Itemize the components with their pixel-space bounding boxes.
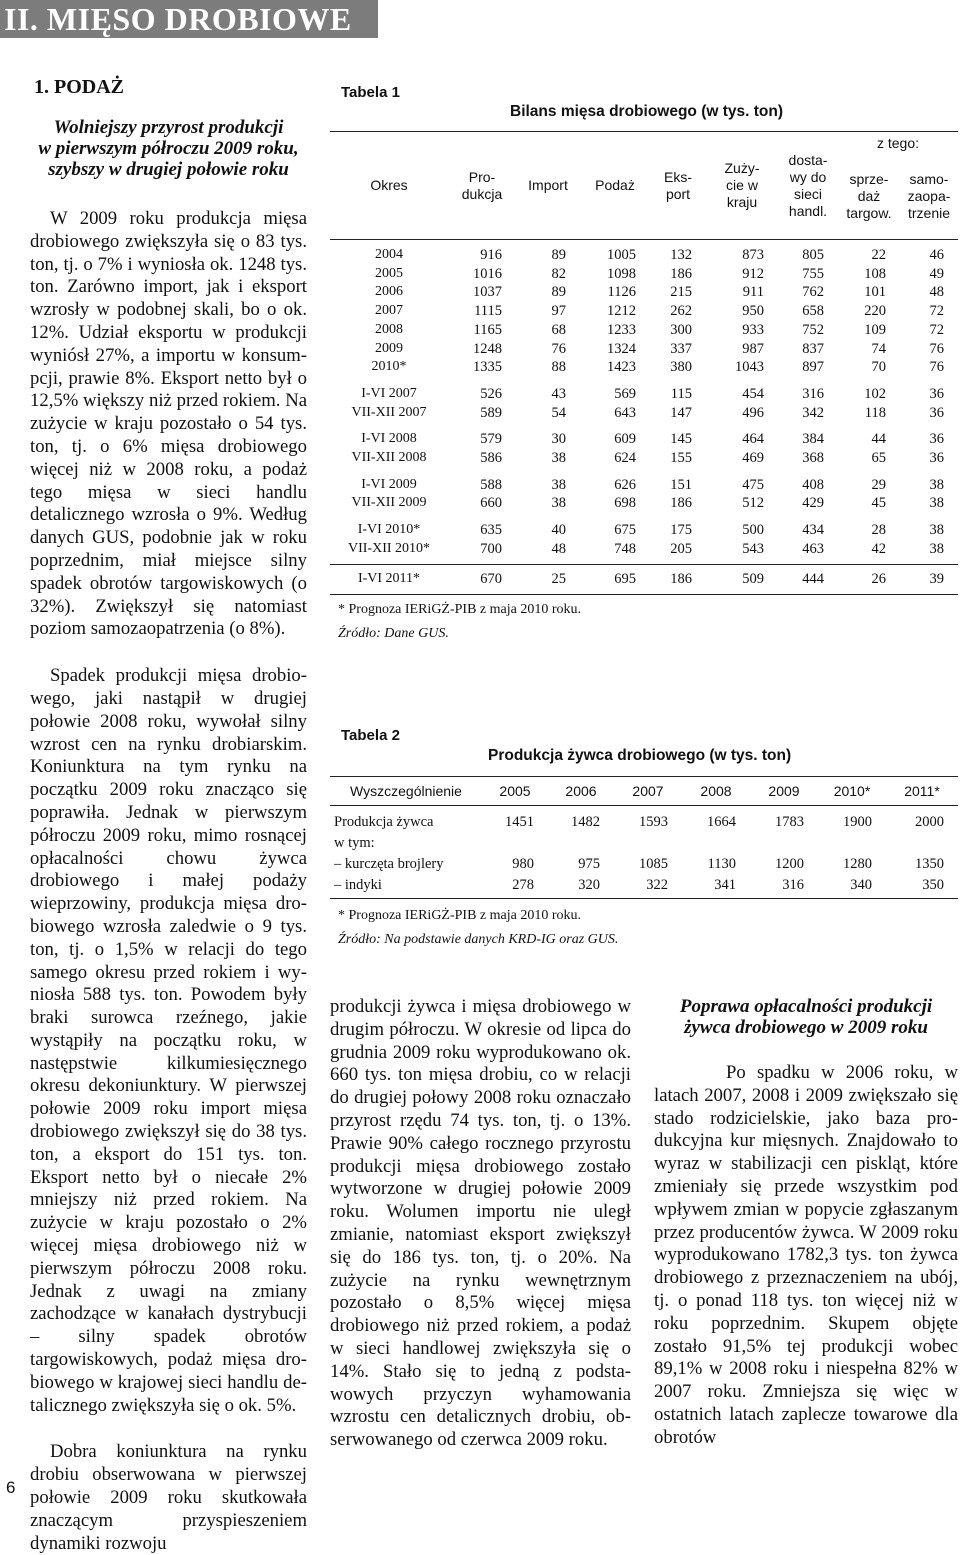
cell-podaz: 1005 xyxy=(607,247,636,263)
cell-samo: 36 xyxy=(929,404,944,421)
cell-import: 82 xyxy=(551,265,566,282)
cell-zuzycie: 1043 xyxy=(735,359,764,376)
cell-okres: 2005 xyxy=(375,265,403,281)
cell-dostawy: 434 xyxy=(802,522,824,539)
cell-podaz: 569 xyxy=(614,385,636,402)
cell-dostawy: 444 xyxy=(778,565,838,595)
cell-import: 54 xyxy=(551,404,566,421)
cell-dostawy: 408 xyxy=(802,476,824,493)
cell-okres: I-VI 2009 xyxy=(361,476,417,492)
cell-dostawy: 752 xyxy=(802,321,824,338)
cell-value: 322 xyxy=(614,875,682,899)
row-label: – indyki xyxy=(330,875,482,899)
table2-caption: Tabela 2 xyxy=(341,727,400,744)
cell-sprzedaz: 101 xyxy=(864,284,886,301)
cell-zuzycie: 475 xyxy=(742,476,764,493)
cell-value: 1482 xyxy=(571,814,600,830)
cell-produkcja: 635 xyxy=(480,522,502,539)
table-row xyxy=(330,404,958,423)
cell-value: 1451 xyxy=(505,814,534,830)
column-middle xyxy=(330,996,631,1452)
cell-zuzycie: 933 xyxy=(742,321,764,338)
header-year: 2011* xyxy=(886,777,958,806)
row-label: Produkcja żywca xyxy=(334,814,434,830)
cell-sprzedaz: 65 xyxy=(871,450,886,467)
header-eksport: Eks- port xyxy=(650,132,706,240)
paragraph: W 2009 roku produkcja mięsa drobiowego zwiększyła się o 83 tys. ton, tj. o 7% i wyniosła ok. 1248 tys. ton. Zarówno import, jak i eksport wzrosły w podobnej skali, bo o ok. 12%. Udział eksportu w produkcji wyniósł 27%, a importu w konsumpcji, prawie 8%. Eksport netto był o 12,5% większy niż przed rokiem. Na zużycie w kraju pozostało o 54 tys. ton, tj. o 6% mięsa drobiowego więcej niż w 2008 roku, a podaż tego mięsa w sieci handlu detalicznego wzrosła o 9%. Według danych GUS, podobnie jak w roku poprzednim, miał miejsce silny spadek obrotów targowiskowych (o 32%). Zwiększył się natomiast poziom samozaopatrzenia (o 8%). xyxy=(30,208,307,640)
table-row xyxy=(330,875,958,899)
cell-sprzedaz: 74 xyxy=(871,340,886,357)
header-z-tego: z tego: xyxy=(838,132,958,154)
cell-eksport: 380 xyxy=(670,359,692,376)
cell-import: 43 xyxy=(551,385,566,402)
cell-produkcja: 1037 xyxy=(473,284,502,301)
cell-okres: 2004 xyxy=(375,247,403,262)
cell-value: 340 xyxy=(818,875,886,899)
cell-okres: 2008 xyxy=(375,321,403,337)
cell-sprzedaz: 220 xyxy=(864,303,886,320)
header-year: 2005 xyxy=(482,777,548,806)
paragraph: Dobra koniunktura na rynku drobiu obserwowana w pierwszej połowie 2009 roku skutkowała znaczącym przyspieszeniem dynamiki rozwoju xyxy=(30,1441,307,1554)
chapter-header xyxy=(0,0,378,38)
cell-podaz: 1324 xyxy=(607,340,636,357)
cell-samo: 49 xyxy=(929,265,944,282)
cell-okres: I-VI 2011* xyxy=(330,565,448,595)
subsection-heading-line: Poprawa opłacalności produkcji xyxy=(679,996,933,1017)
table1-caption: Tabela 1 xyxy=(341,84,400,101)
cell-value xyxy=(614,833,682,854)
cell-value: 1593 xyxy=(639,814,668,830)
cell-dostawy: 342 xyxy=(802,404,824,421)
cell-sprzedaz: 109 xyxy=(864,321,886,338)
cell-import: 38 xyxy=(551,450,566,467)
lead-heading xyxy=(30,117,307,180)
cell-import: 68 xyxy=(551,321,566,338)
cell-zuzycie: 464 xyxy=(742,431,764,448)
cell-value: 1200 xyxy=(775,856,804,872)
cell-import: 76 xyxy=(551,340,566,357)
table2-note: * Prognoza IERiGŻ-PIB z maja 2010 roku. xyxy=(338,908,582,923)
cell-okres: VII-XII 2008 xyxy=(351,450,427,466)
table1 xyxy=(330,131,958,595)
table-row xyxy=(330,321,958,340)
cell-produkcja: 1016 xyxy=(473,265,502,282)
cell-sprzedaz: 45 xyxy=(871,495,886,512)
cell-produkcja: 1248 xyxy=(473,340,502,357)
cell-eksport: 205 xyxy=(670,540,692,557)
cell-podaz: 695 xyxy=(580,565,650,595)
cell-eksport: 186 xyxy=(670,495,692,512)
cell-value: 1280 xyxy=(843,856,872,872)
cell-podaz: 1233 xyxy=(607,321,636,338)
cell-value: 1900 xyxy=(843,814,872,830)
cell-produkcja: 700 xyxy=(480,540,502,557)
table1-note: * Prognoza IERiGŻ-PIB z maja 2010 roku. xyxy=(338,602,582,617)
cell-okres: I-VI 2008 xyxy=(361,431,417,447)
cell-import: 40 xyxy=(551,522,566,539)
cell-dostawy: 368 xyxy=(802,450,824,467)
lead-line: Wolniejszy przyrost produkcji xyxy=(53,117,284,138)
table-row xyxy=(330,340,958,359)
cell-produkcja: 589 xyxy=(480,404,502,421)
cell-produkcja: 660 xyxy=(480,495,502,512)
cell-produkcja: 526 xyxy=(480,385,502,402)
table-row xyxy=(330,806,958,834)
cell-zuzycie: 873 xyxy=(742,247,764,263)
cell-produkcja: 579 xyxy=(480,431,502,448)
cell-podaz: 624 xyxy=(614,450,636,467)
section-heading: 1. PODAŻ xyxy=(34,76,124,98)
table-row xyxy=(330,240,958,265)
table2 xyxy=(330,776,958,899)
cell-podaz: 1212 xyxy=(607,303,636,320)
header-import: Import xyxy=(516,132,580,240)
header-year: 2008 xyxy=(682,777,750,806)
cell-eksport: 262 xyxy=(670,303,692,320)
paragraph: produkcji żywca i mięsa drobiowego w drugim półroczu. W okresie od lipca do grudnia 2009 roku wyprodukowano ok. 660 tys. ton mięsa drobiu, co w relacji do drugiej połowy 2008 roku oznaczało przyrost rzędu 74 tys. ton, tj. o 13%. Prawie 90% całego rocznego przyrostu produkcji mięsa drobiowego zostało wytworzone w drugiej połowie 2009 roku. Wolumen importu nie uległ zmianie, natomiast eksport zwiększył się do 186 tys. ton, tj. o 20%. Na zużycie na rynku wewnętrznym pozostało o 8,5% więcej mięsa drobiowego niż przed rokiem, a podaż w sieci handlowej zwiększyła się o 14%. Stało się to jedną z podstawowych przyczyn wyhamowania wzrostu cen detalicznych drobiu, obserwowanego od czerwca 2009 roku. xyxy=(330,996,631,1451)
paragraph: Po spadku w 2006 roku, w latach 2007, 2008 i 2009 zwiększało się stado rodzicielskie, jako baza produkcyjna kur mięsnych. Znajdowało to wyraz w stabilizacji cen piskląt, które zmieniały się przede wszystkim pod wpływem zmian w popycie zgłaszanym przez producentów żywca. W 2009 roku wyprodukowano 1782,3 tys. ton żywca drobiowego z przeznaczeniem na ubój, tj. o ponad 118 tys. ton więcej niż w roku poprzednim. Skupem objęte zostało 91,5% tej produkcji wobec 89,1% w 2008 roku i niespełna 82% w 2007 roku. Zmniejsza się więc w ostatnich latach zaplecze towarowe dla obrotów xyxy=(654,1062,958,1448)
cell-okres: 2006 xyxy=(375,284,403,300)
header-year: 2009 xyxy=(750,777,818,806)
cell-value: 316 xyxy=(750,875,818,899)
cell-value xyxy=(482,833,548,854)
cell-samo: 48 xyxy=(929,284,944,301)
cell-import: 89 xyxy=(551,284,566,301)
cell-zuzycie: 512 xyxy=(742,495,764,512)
header-dostawy: dosta- wy do sieci handl. xyxy=(778,132,838,240)
cell-zuzycie: 950 xyxy=(742,303,764,320)
cell-okres: VII-XII 2007 xyxy=(351,404,427,420)
row-label: w tym: xyxy=(334,835,375,851)
table2-title: Produkcja żywca drobiowego (w tys. ton) xyxy=(488,747,792,764)
cell-sprzedaz: 44 xyxy=(871,431,886,448)
cell-samo: 38 xyxy=(929,476,944,493)
cell-sprzedaz: 118 xyxy=(864,404,886,421)
cell-podaz: 626 xyxy=(614,476,636,493)
cell-podaz: 1423 xyxy=(607,359,636,376)
cell-sprzedaz: 102 xyxy=(864,385,886,402)
cell-podaz: 1098 xyxy=(607,265,636,282)
cell-samo: 36 xyxy=(929,450,944,467)
table2-source: Źródło: Na podstawie danych KRD-IG oraz GUS. xyxy=(338,932,619,947)
cell-eksport: 186 xyxy=(650,565,706,595)
cell-import: 25 xyxy=(516,565,580,595)
subsection-heading-line: żywca drobiowego w 2009 roku xyxy=(684,1017,928,1038)
cell-produkcja: 1165 xyxy=(473,321,502,338)
header-podaz: Podaż xyxy=(580,132,650,240)
cell-eksport: 175 xyxy=(670,522,692,539)
cell-zuzycie: 469 xyxy=(742,450,764,467)
table-row xyxy=(330,302,958,321)
page-number: 6 xyxy=(6,1478,16,1497)
cell-samo: 38 xyxy=(929,540,944,557)
cell-samo: 39 xyxy=(900,565,958,595)
cell-value: 1130 xyxy=(707,856,736,872)
cell-value xyxy=(682,833,750,854)
cell-import: 89 xyxy=(551,247,566,263)
cell-dostawy: 762 xyxy=(802,284,824,301)
cell-samo: 46 xyxy=(929,247,944,263)
cell-import: 38 xyxy=(551,476,566,493)
cell-value xyxy=(548,833,614,854)
cell-eksport: 155 xyxy=(670,450,692,467)
cell-sprzedaz: 29 xyxy=(871,476,886,493)
cell-produkcja: 1115 xyxy=(474,303,502,320)
cell-import: 88 xyxy=(551,359,566,376)
column-right xyxy=(654,996,958,1450)
table-row xyxy=(330,565,958,595)
cell-podaz: 698 xyxy=(614,495,636,512)
header-zuzycie: Zuży- cie w kraju xyxy=(706,132,778,240)
cell-value xyxy=(750,833,818,854)
cell-sprzedaz: 108 xyxy=(864,265,886,282)
lead-line: szybszy w drugiej połowie roku xyxy=(48,159,289,180)
cell-samo: 38 xyxy=(929,495,944,512)
cell-podaz: 643 xyxy=(614,404,636,421)
cell-produkcja: 586 xyxy=(480,450,502,467)
cell-dostawy: 658 xyxy=(802,303,824,320)
cell-eksport: 132 xyxy=(670,247,692,263)
cell-sprzedaz: 28 xyxy=(871,522,886,539)
cell-dostawy: 897 xyxy=(802,359,824,376)
cell-podaz: 1126 xyxy=(607,284,636,301)
cell-samo: 72 xyxy=(929,321,944,338)
cell-samo: 36 xyxy=(929,431,944,448)
cell-zuzycie: 987 xyxy=(742,340,764,357)
header-year: 2010* xyxy=(818,777,886,806)
cell-zuzycie: 500 xyxy=(742,522,764,539)
cell-eksport: 300 xyxy=(670,321,692,338)
table-row xyxy=(330,449,958,468)
cell-sprzedaz: 22 xyxy=(871,247,886,263)
cell-eksport: 145 xyxy=(670,431,692,448)
header-okres: Okres xyxy=(330,132,448,240)
cell-okres: VII-XII 2010* xyxy=(347,540,431,556)
cell-podaz: 748 xyxy=(614,540,636,557)
table-row xyxy=(330,833,958,854)
table-row xyxy=(330,468,958,495)
cell-produkcja: 670 xyxy=(448,565,516,595)
cell-value: 341 xyxy=(682,875,750,899)
header-year: 2006 xyxy=(548,777,614,806)
cell-value xyxy=(818,833,886,854)
cell-eksport: 337 xyxy=(670,340,692,357)
table-row xyxy=(330,358,958,377)
cell-samo: 76 xyxy=(929,359,944,376)
cell-import: 97 xyxy=(551,303,566,320)
cell-value: 1085 xyxy=(639,856,668,872)
cell-zuzycie: 912 xyxy=(742,265,764,282)
cell-eksport: 115 xyxy=(670,385,692,402)
cell-zuzycie: 496 xyxy=(742,404,764,421)
cell-value: 975 xyxy=(578,856,600,872)
header-sprzedaz: sprze- daż targow. xyxy=(838,154,900,240)
row-label: – kurczęta brojlery xyxy=(334,856,444,872)
cell-dostawy: 837 xyxy=(802,340,824,357)
cell-value: 1664 xyxy=(707,814,736,830)
table-row xyxy=(330,377,958,404)
cell-eksport: 147 xyxy=(670,404,692,421)
cell-eksport: 186 xyxy=(670,265,692,282)
chapter-title: II. MIĘSO DROBIOWE xyxy=(4,1,352,37)
cell-sprzedaz: 70 xyxy=(871,359,886,376)
cell-value: 1350 xyxy=(915,856,944,872)
cell-okres: I-VI 2007 xyxy=(361,385,417,401)
table-row xyxy=(330,513,958,540)
cell-sprzedaz: 26 xyxy=(838,565,900,595)
cell-value: 350 xyxy=(886,875,958,899)
table-row xyxy=(330,283,958,302)
lead-line: w pierwszym półroczu 2009 roku, xyxy=(38,138,299,159)
cell-dostawy: 463 xyxy=(802,540,824,557)
cell-import: 30 xyxy=(551,431,566,448)
cell-samo: 36 xyxy=(929,385,944,402)
cell-zuzycie: 454 xyxy=(742,385,764,402)
cell-dostawy: 316 xyxy=(802,385,824,402)
cell-samo: 76 xyxy=(929,340,944,357)
cell-dostawy: 429 xyxy=(802,495,824,512)
cell-import: 48 xyxy=(551,540,566,557)
table1-title: Bilans mięsa drobiowego (w tys. ton) xyxy=(510,103,784,120)
cell-import: 38 xyxy=(551,495,566,512)
cell-value: 278 xyxy=(482,875,548,899)
cell-value: 980 xyxy=(512,856,534,872)
header-samozaopatrzenie: samo- zaopa- trzenie xyxy=(900,154,958,240)
cell-okres: 2010* xyxy=(371,359,407,375)
cell-eksport: 151 xyxy=(670,476,692,493)
cell-eksport: 215 xyxy=(670,284,692,301)
cell-value: 320 xyxy=(548,875,614,899)
cell-zuzycie: 543 xyxy=(742,540,764,557)
cell-podaz: 675 xyxy=(614,522,636,539)
cell-okres: VII-XII 2009 xyxy=(351,495,427,511)
cell-okres: 2009 xyxy=(375,340,403,356)
cell-okres: I-VI 2010* xyxy=(357,522,421,538)
cell-produkcja: 1335 xyxy=(473,359,502,376)
cell-samo: 72 xyxy=(929,303,944,320)
cell-dostawy: 384 xyxy=(802,431,824,448)
table-row xyxy=(330,854,958,875)
subsection-heading xyxy=(654,996,958,1038)
cell-produkcja: 588 xyxy=(480,476,502,493)
header-year: 2007 xyxy=(614,777,682,806)
cell-value: 1783 xyxy=(775,814,804,830)
paragraph: Spadek produkcji mięsa drobiowego, jaki nastąpił w drugiej połowie 2008 roku, wywołał silny wzrost cen na rynku drobiarskim. Koniunktura na tym rynku na początku 2009 roku znacząco się poprawiła. Jednak w pierwszym półroczu 2009 roku, mimo rosnącej opłacalności chowu żywca drobiowego i małej podaży wieprzowiny, produkcja mięsa drobiowego wzrosła zaledwie o 9 tys. ton, tj. o 1,5% w relacji do tego samego okresu przed rokiem i wyniosła 588 tys. ton. Powodem były braki surowca rzeźnego, jakie wystąpiły na początku roku, w następstwie kilkumiesięcznego okresu dekoniunktury. W pierwszej połowie 2009 roku import mięsa drobiowego zwiększył się do 38 tys. ton, a eksport do 151 tys. ton. Eksport netto był o niecałe 2% mniejszy niż przed rokiem. Na zużycie w kraju pozostało o 2% więcej mięsa drobiowego niż w pierwszym półroczu 2008 roku. Jednak z uwagi na zmiany zachodzące w kanałach dystrybucji – silny spadek obrotów targowiskowych, podaż mięsa drobiowego w krajowej sieci handlu detalicznego zwiększyła się o ok. 5%. xyxy=(30,665,307,1416)
cell-sprzedaz: 42 xyxy=(871,540,886,557)
cell-dostawy: 805 xyxy=(802,247,824,263)
header-wyszczegolnienie: Wyszczególnienie xyxy=(330,777,482,806)
cell-dostawy: 755 xyxy=(802,265,824,282)
cell-samo: 38 xyxy=(929,522,944,539)
table-row xyxy=(330,494,958,513)
cell-value xyxy=(886,833,958,854)
cell-okres: 2007 xyxy=(375,303,403,319)
table1-source: Źródło: Dane GUS. xyxy=(338,626,449,641)
table-row xyxy=(330,540,958,559)
column-left xyxy=(30,76,307,1555)
header-produkcja: Pro- dukcja xyxy=(448,132,516,240)
table-row xyxy=(330,422,958,449)
table-row xyxy=(330,265,958,284)
cell-podaz: 609 xyxy=(614,431,636,448)
cell-value: 2000 xyxy=(915,814,944,830)
cell-zuzycie: 911 xyxy=(742,284,764,301)
cell-produkcja: 916 xyxy=(480,247,502,263)
cell-zuzycie: 509 xyxy=(706,565,778,595)
